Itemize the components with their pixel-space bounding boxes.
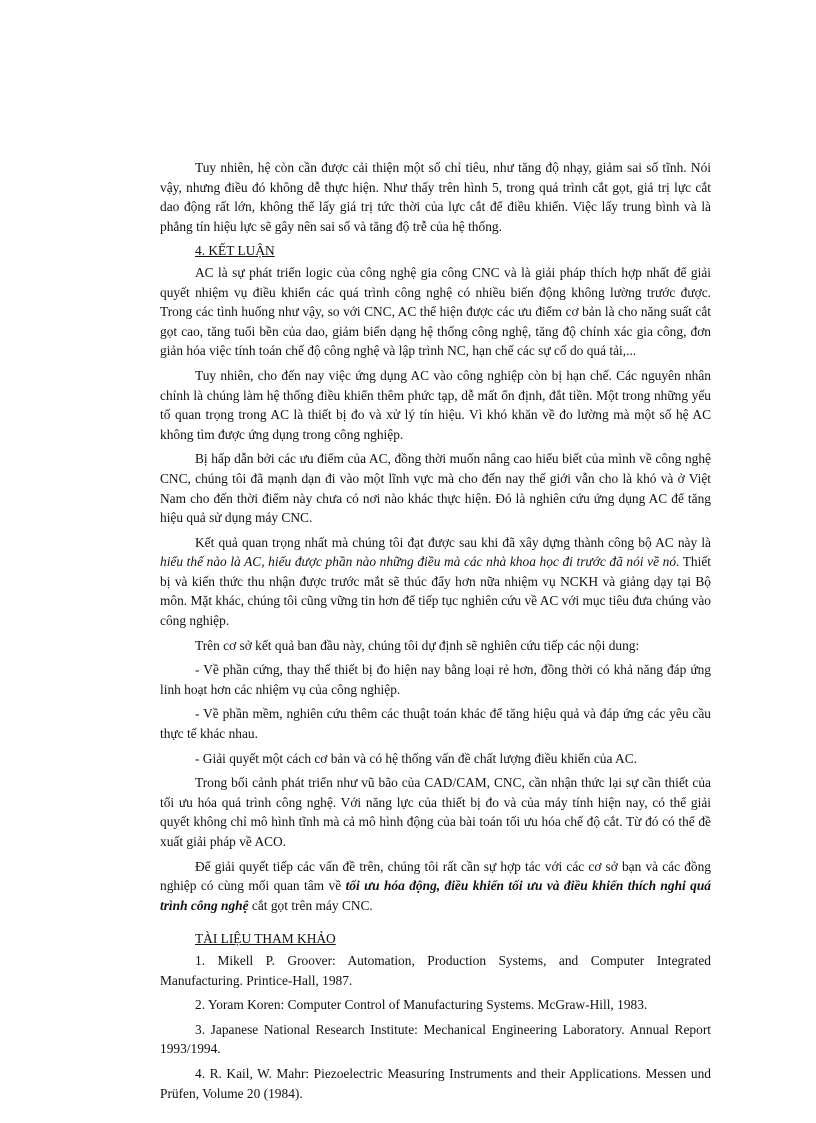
conclusion-paragraph-2: Tuy nhiên, cho đến nay việc ứng dụng AC vào công nghiệp còn bị hạn chế. Các nguyên nhân chính là chúng làm hệ thống điều khiển thêm phức tạp, dễ mất ổn định, đắt tiền. Một trong những yếu tố quan trọng trong AC là thiết bị đo và xử lý tín hiệu. Vì khó khăn về đo lường mà một số hệ AC không tìm được ứng dụng trong công nghiệp. — [160, 367, 711, 442]
conclusion-paragraph-1: AC là sự phát triển logic của công nghệ gia công CNC và là giải pháp thích hợp nhất để giải quyết nhiệm vụ điều khiển các quá trình công nghệ có nhiều biến động không lường trước được. Trong các tình huống như vậy, so với CNC, AC thể hiện được các ưu điểm cơ bản là cho năng suất cắt gọt cao, tăng tuổi bền của dao, giảm biến dạng hệ thống công nghệ, tăng độ chính xác gia công, đơn giản hóa việc tính toán chế độ công nghệ và lập trình NC, hạn chế các sự cố do quá tải,... — [160, 264, 711, 359]
document-page — [160, 158, 711, 1108]
paragraph-4-italic: hiểu thế nào là AC, hiểu được phần nào những điều mà các nhà khoa học đi trước đã nói về nó — [160, 554, 677, 570]
paragraph-7-text-a: Để giải quyết tiếp các vấn đề trên, chúng tôi rất cần sự hợp tác với các cơ sở bạn và các đồng nghiệp có cùng mối quan tâm về — [160, 858, 711, 894]
reference-item: 2. Yoram Koren: Computer Control of Manufacturing Systems. McGraw-Hill, 1983. — [195, 997, 648, 1013]
conclusion-paragraph-5: Trên cơ sở kết quả ban đầu này, chúng tôi dự định sẽ nghiên cứu tiếp các nội dung: — [195, 637, 640, 653]
references-heading: TÀI LIỆU THAM KHẢO — [195, 931, 336, 947]
conclusion-paragraph-7 — [160, 857, 711, 916]
paragraph-4-text-a: Kết quả quan trọng nhất mà chúng tôi đạt được sau khi đã xây dựng thành công bộ AC này là — [195, 534, 711, 550]
paragraph-4-text-b: . Thiết bị và kiến thức thu nhận được trước mắt sẽ thúc đẩy hơn nữa nhiệm vụ NCKH và giảng dạy tại Bộ môn. Mặt khác, chúng tôi cũng vững tin hơn để tiếp tục nghiên cứu về AC với mục tiêu đưa chúng vào công nghiệp. — [160, 554, 712, 629]
conclusion-paragraph-6: Trong bối cảnh phát triển như vũ bão của CAD/CAM, CNC, cần nhận thức lại sự cần thiết của tối ưu hóa quá trình công nghệ. Với năng lực của thiết bị đo và của máy tính hiện nay, có thể giải quyết không chỉ mô hình tĩnh mà cả mô hình động của bài toán tối ưu hóa chế độ cắt. Từ đó có thể đề xuất giải pháp về ACO. — [160, 775, 711, 849]
paragraph-7-text-b: cắt gọt trên máy CNC. — [248, 897, 373, 913]
conclusion-paragraph-3: Bị hấp dẫn bởi các ưu điểm của AC, đồng thời muốn nâng cao hiểu biết của mình về công nghệ CNC, chúng tôi đã mạnh dạn đi vào một lĩnh vực mà cho đến nay thế giới vẫn cho là khó và ở Việt Nam cho đến thời điểm này chưa có nơi nào khác thực hiện. Đó là nghiên cứu ứng dụng AC để tăng hiệu quả sử dụng máy CNC. — [160, 451, 711, 526]
reference-item: 1. Mikell P. Groover: Automation, Production Systems, and Computer Integrated Manufacturing. Printice-Hall, 1987. — [160, 952, 711, 988]
paragraph-7-bold-italic: tối ưu hóa động, điều khiển tối ưu và điều khiển thích nghi quá trình công nghệ — [160, 878, 711, 913]
bullet-quality: - Giải quyết một cách cơ bản và có hệ thống vấn đề chất lượng điều khiển của AC. — [195, 750, 637, 766]
conclusion-heading: 4. KẾT LUẬN — [195, 243, 275, 259]
intro-paragraph: Tuy nhiên, hệ còn cần được cải thiện một số chỉ tiêu, như tăng độ nhạy, giảm sai số tĩnh. Nói vậy, nhưng điều đó không dễ thực hiện. Như thấy trên hình 5, trong quá trình cắt gọt, giá trị lực cắt dao động rất lớn, không thể lấy giá trị tức thời của lực cắt để điều khiển. Việc lấy trung bình và là phẳng tín hiệu lực sẽ gây nên sai số và tăng độ trễ của hệ thống. — [160, 160, 711, 234]
bullet-hardware: - Về phần cứng, thay thế thiết bị đo hiện nay bằng loại rẻ hơn, đồng thời có khả năng đáp ứng linh hoạt hơn các nhiệm vụ của công nghiệp. — [160, 662, 711, 697]
conclusion-paragraph-4 — [160, 533, 711, 631]
reference-item: 4. R. Kail, W. Mahr: Piezoelectric Measuring Instruments and their Applications. Messen und Prüfen, Volume 20 (1984). — [160, 1065, 711, 1101]
bullet-software: - Về phần mềm, nghiên cứu thêm các thuật toán khác để tăng hiệu quả và đáp ứng các yêu cầu thực tế khác nhau. — [160, 706, 711, 742]
reference-item: 3. Japanese National Research Institute: Mechanical Engineering Laboratory. Annual Report 1993/1994. — [160, 1021, 711, 1057]
